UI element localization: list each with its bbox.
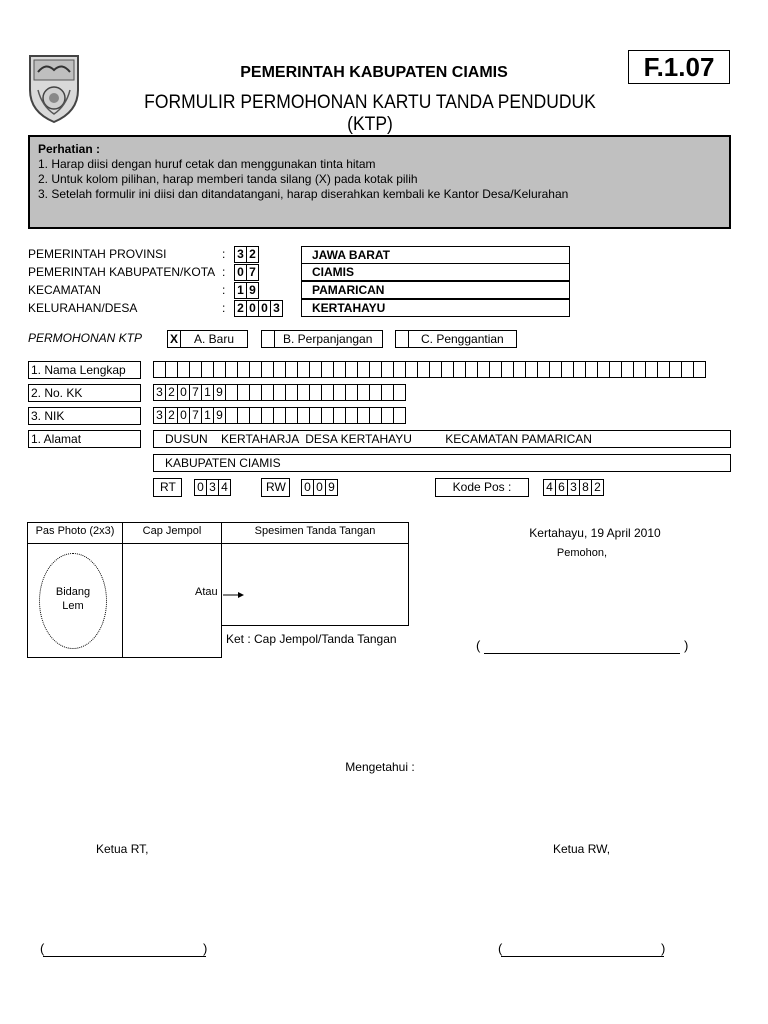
kk-label: 2. No. KK [28,384,141,402]
photo-section [27,522,411,658]
arrow-right-icon [223,591,245,599]
rt-digit[interactable]: 0 [194,479,207,496]
nik-digit[interactable]: 1 [201,407,214,424]
rw-digit[interactable]: 9 [325,479,338,496]
kk-digit[interactable]: 0 [177,384,190,401]
colon: : [222,283,226,297]
district-name[interactable]: PAMARICAN [301,281,570,299]
code-cell[interactable]: 2 [234,300,247,317]
code-cell[interactable]: 3 [270,300,283,317]
code-cell[interactable]: 0 [258,300,271,317]
rw-cells[interactable] [301,479,338,496]
request-label: PERMOHONAN KTP [28,331,143,345]
code-cell[interactable]: 9 [246,282,259,299]
village-name[interactable]: KERTAHAYU [301,299,570,317]
regency-name[interactable]: CIAMIS [301,263,570,281]
rt-head-label: Ketua RT, [96,842,149,856]
kk-digit[interactable]: 9 [213,384,226,401]
district-label: KECAMATAN [28,283,101,297]
atau-text: Atau [195,586,218,598]
region-section [28,246,573,318]
option-label: A. Baru [180,330,248,348]
code-cell[interactable]: 1 [234,282,247,299]
open-paren: ( [498,941,503,956]
option-label: B. Perpanjangan [274,330,383,348]
colon: : [222,265,226,279]
header-line1: PEMERINTAH KABUPATEN CIAMIS [240,64,508,81]
regency-logo [26,50,82,124]
postal-digit[interactable]: 2 [591,479,604,496]
code-cell[interactable]: 0 [234,264,247,281]
oval-text-1: Bidang [55,586,91,598]
colon: : [222,247,226,261]
regency-code [234,264,259,281]
kk-digit[interactable]: 2 [165,384,178,401]
colon: : [222,301,226,315]
notice-item: 1. Harap diisi dengan huruf cetak dan menggunakan tinta hitam [38,157,376,171]
nik-digit[interactable]: 3 [153,407,166,424]
rt-label: RT [153,478,182,497]
notice-item: 2. Untuk kolom pilihan, harap memberi tanda silang (X) pada kotak pilih [38,172,418,186]
rt-digit[interactable]: 3 [206,479,219,496]
option-label: C. Penggantian [408,330,517,348]
notice-box [28,135,731,229]
rt-digit[interactable]: 4 [218,479,231,496]
province-code [234,246,259,263]
photo-col-header: Pas Photo (2x3) [35,525,115,537]
regency-label: PEMERINTAH KABUPATEN/KOTA [28,265,216,279]
rw-label: RW [261,478,290,497]
close-paren: ) [661,941,666,956]
village-label: KELURAHAN/DESA [28,301,138,315]
close-paren: ) [203,941,208,956]
province-name[interactable]: JAWA BARAT [301,246,570,264]
applicant-signature-line[interactable] [476,638,692,656]
province-label: PEMERINTAH PROVINSI [28,247,167,261]
code-cell[interactable]: 3 [234,246,247,263]
signature-col-header: Spesimen Tanda Tangan [254,525,376,537]
rw-digit[interactable]: 0 [301,479,314,496]
nik-digit[interactable]: 9 [213,407,226,424]
name-label: 1. Nama Lengkap [28,361,141,379]
postal-digit[interactable]: 4 [543,479,556,496]
notice-title: Perhatian : [38,142,101,156]
address-line2[interactable]: KABUPATEN CIAMIS [153,454,731,472]
ket-text: Ket : Cap Jempol/Tanda Tangan [226,632,397,646]
form-code: F.1.07 [628,50,730,84]
thumb-col-header: Cap Jempol [142,525,202,537]
postal-cells[interactable] [543,479,604,496]
postal-label: Kode Pos : [435,478,529,497]
rt-cells[interactable] [194,479,231,496]
kk-digit[interactable]: 3 [153,384,166,401]
option-checkbox[interactable]: X [167,330,181,348]
code-cell[interactable]: 2 [246,246,259,263]
kk-digit[interactable]: 7 [189,384,202,401]
rt-signature-line[interactable] [40,941,212,959]
district-code [234,282,259,299]
address-line1[interactable]: DUSUN KERTAHARJA DESA KERTAHAYU KECAMATAN PAMARICAN [153,430,731,448]
village-code [234,300,283,317]
code-cell[interactable]: 0 [246,300,259,317]
nik-input-cells[interactable] [153,407,406,424]
option-checkbox[interactable] [261,330,275,348]
postal-digit[interactable]: 6 [555,479,568,496]
postal-digit[interactable]: 8 [579,479,592,496]
rw-digit[interactable]: 0 [313,479,326,496]
option-checkbox[interactable] [395,330,409,348]
open-paren: ( [476,638,481,653]
name-input-cells[interactable] [153,361,706,378]
code-cell[interactable]: 7 [246,264,259,281]
close-paren: ) [684,638,689,653]
kk-digit[interactable]: 1 [201,384,214,401]
notice-item: 3. Setelah formulir ini diisi dan ditandatangani, harap diserahkan kembali ke Kantor Desa/Kelurahan [38,187,569,201]
postal-digit[interactable]: 3 [567,479,580,496]
nik-digit[interactable]: 0 [177,407,190,424]
place-date: Kertahayu, 19 April 2010 [529,526,661,540]
applicant-label: Pemohon, [556,547,608,559]
header-line2: FORMULIR PERMOHONAN KARTU TANDA PENDUDUK (KTP) [144,92,596,135]
nik-label: 3. NIK [28,407,141,425]
rw-head-label: Ketua RW, [553,842,611,856]
nik-digit[interactable]: 7 [189,407,202,424]
nik-digit[interactable]: 2 [165,407,178,424]
acknowledge-label: Mengetahui : [345,760,415,774]
address-label: 1. Alamat [28,430,141,448]
kk-input-cells[interactable] [153,384,406,401]
rw-signature-line[interactable] [498,941,670,959]
open-paren: ( [40,941,45,956]
oval-text-2: Lem [62,600,84,612]
